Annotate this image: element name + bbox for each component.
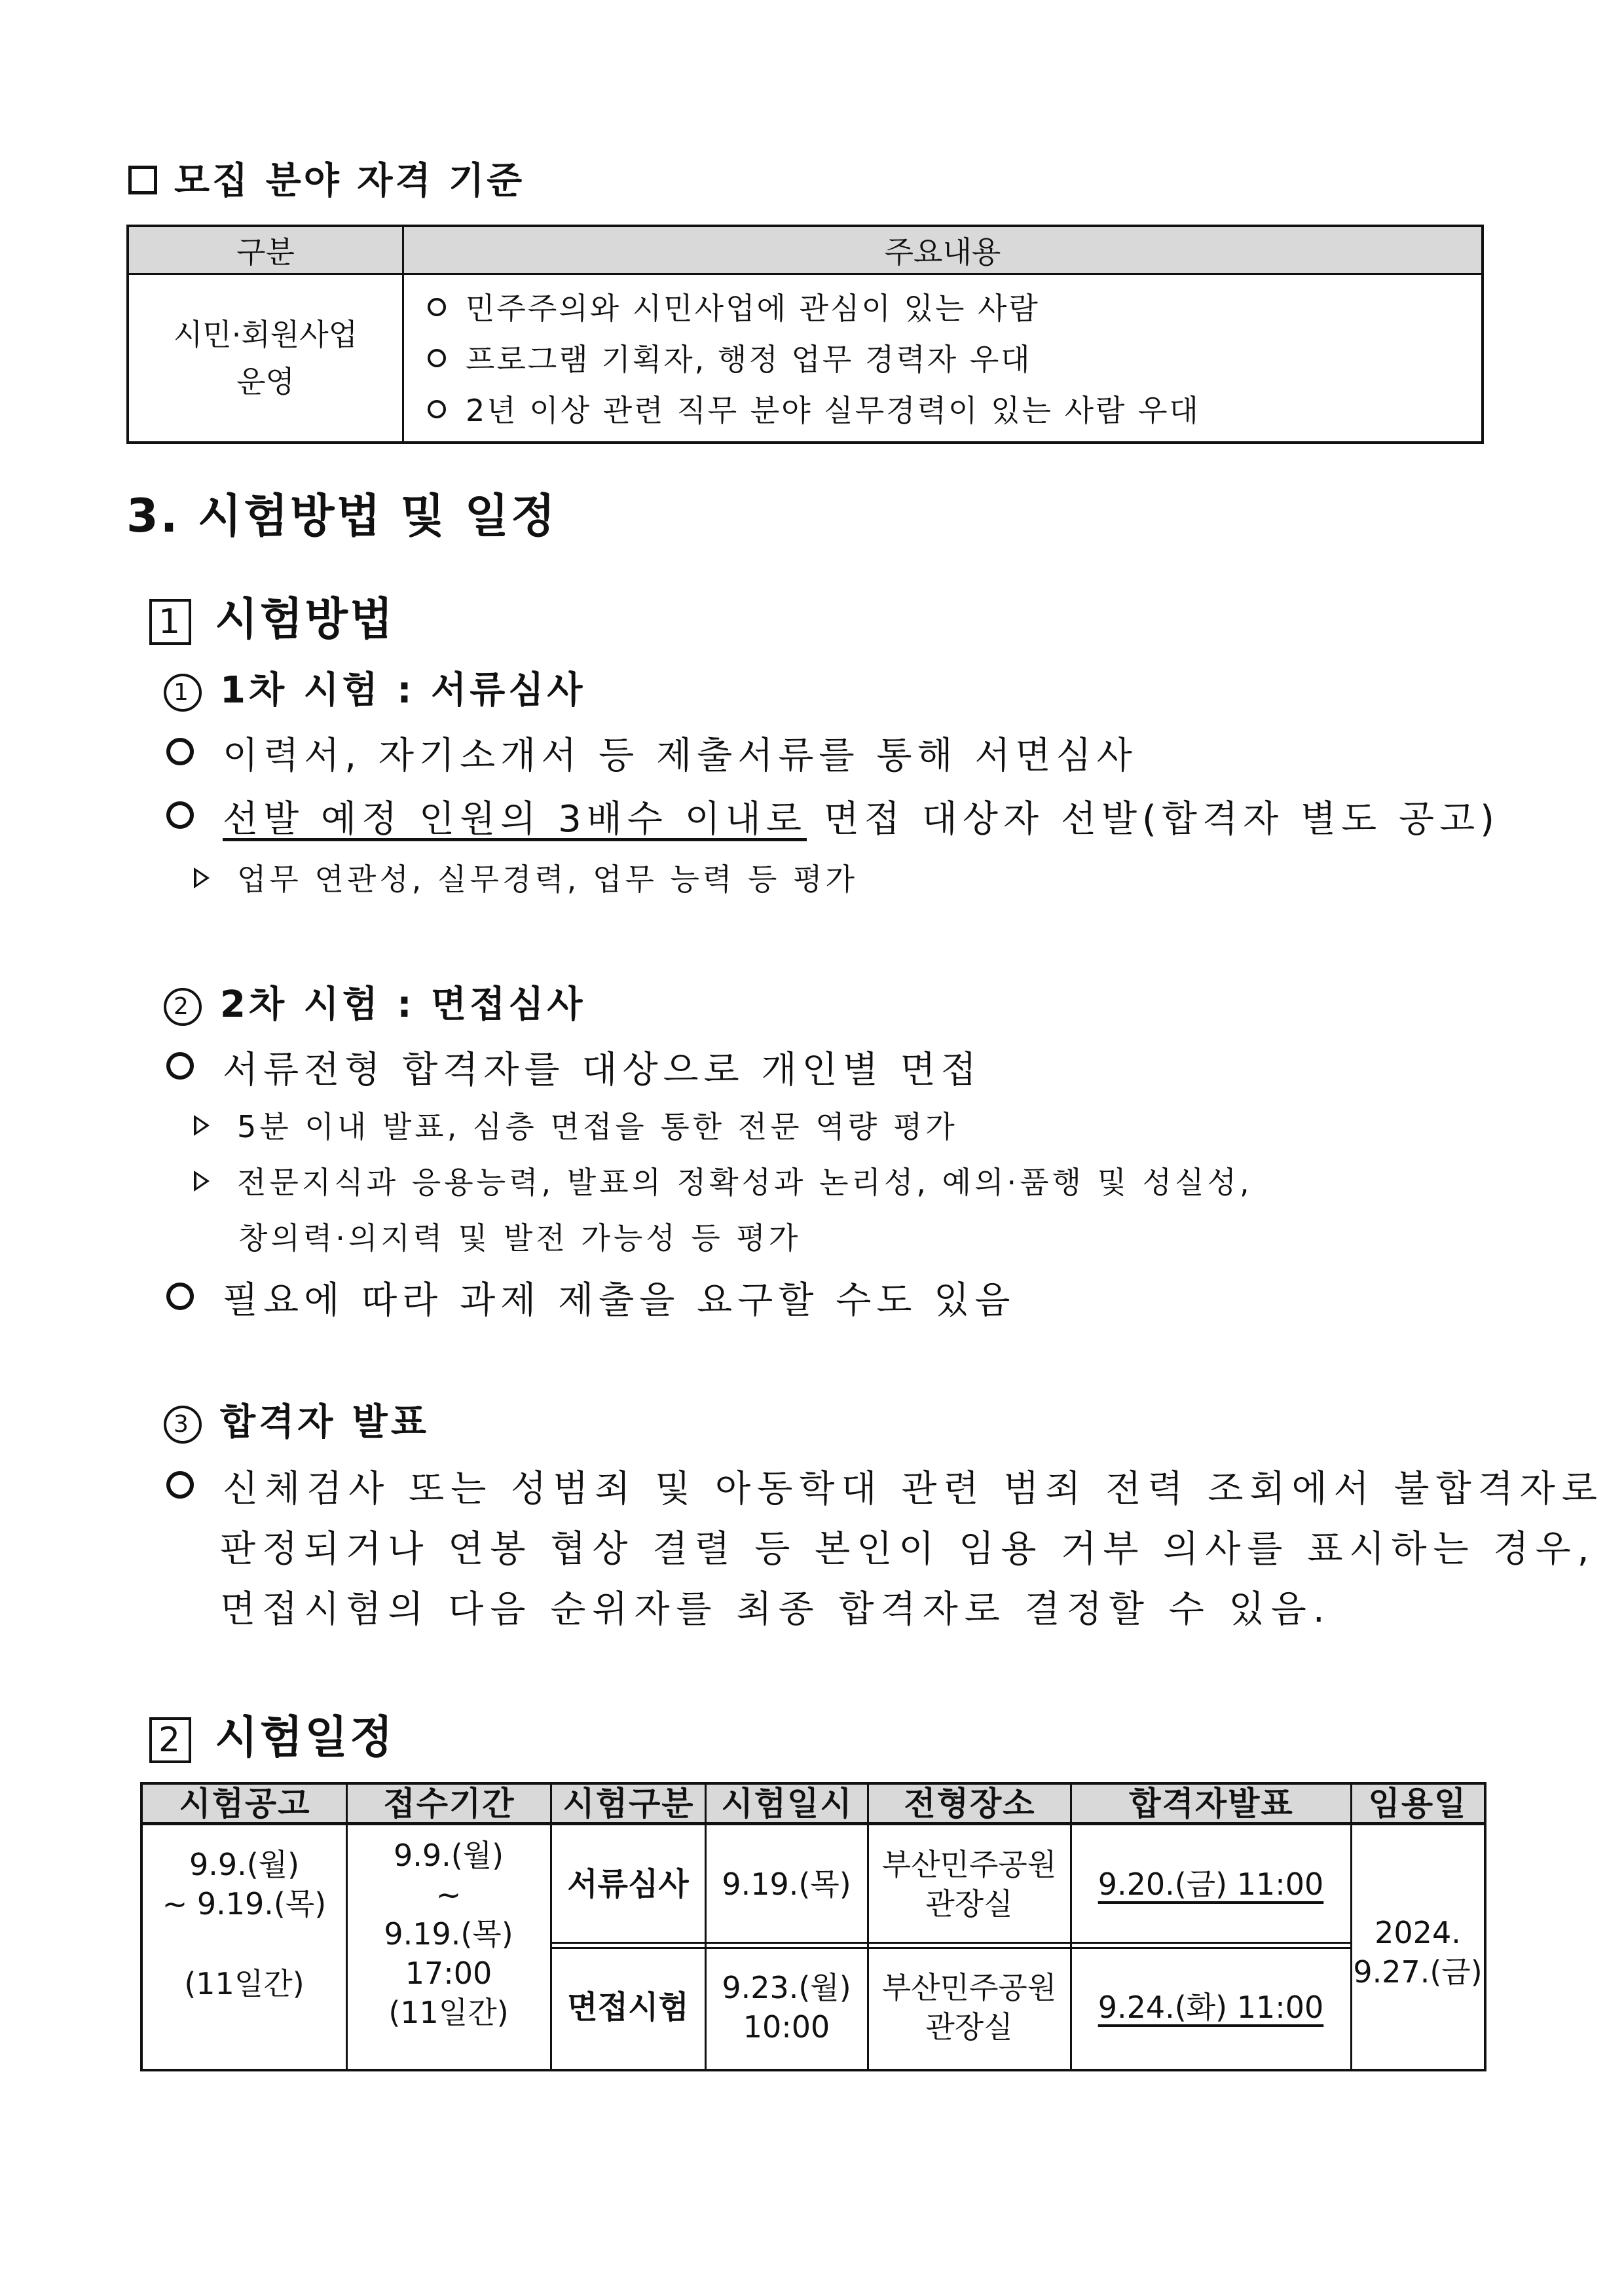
list-item (428, 334, 1481, 385)
triangle-bullet-icon (194, 1115, 210, 1136)
schedule-table (140, 1782, 1486, 2071)
exam-datetime-cell (706, 1968, 867, 2047)
table-header-cell: 전형장소 (868, 1785, 1071, 1825)
circle-bullet-icon (166, 1471, 194, 1499)
circle-bullet-icon (166, 1052, 194, 1080)
item-text: 민주주의와 시민사업에 관심이 있는 사람 (466, 291, 1040, 326)
cell-line: 9.9.(월) (393, 1838, 504, 1873)
list-item (166, 1041, 982, 1093)
circled-number-icon: 1 (164, 674, 202, 712)
item-text: 필요에 따라 과제 제출을 요구할 수도 있음 (223, 1279, 1016, 1322)
method-heading-text: 시험방법 (215, 594, 395, 646)
schedule-heading (149, 1702, 395, 1766)
place-cell (868, 1968, 1070, 2047)
sub-item (194, 1159, 1253, 1202)
item-text: 서류전형 합격자를 대상으로 개인별 면접 (223, 1049, 982, 1091)
number-box: 2 (149, 1717, 191, 1763)
section-title: 3. 시험방법 및 일정 (126, 489, 557, 543)
list-item (166, 1460, 1604, 1512)
item-text: 2년 이상 관련 직무 분야 실무경력이 있는 사람 우대 (466, 393, 1200, 428)
cell-line: 2024. (1375, 1915, 1461, 1950)
circle-bullet-icon (166, 738, 194, 765)
table-header-cell: 접수기간 (347, 1785, 551, 1825)
table-header-content: 주요내용 (403, 226, 1483, 274)
underlined-text: 선발 예정 인원의 3배수 이내로 (223, 798, 807, 841)
row-divider (550, 1942, 1352, 1944)
result-cell (1071, 1865, 1350, 1904)
exam-datetime-cell: 9.19.(목) (722, 1867, 851, 1902)
item-text: 면접 대상자 선발(합격자 별도 공고) (806, 798, 1500, 841)
sub-item-continuation: 창의력·의지력 및 발전 가능성 등 평가 (238, 1220, 802, 1256)
table-header-cell: 시험일시 (706, 1785, 868, 1825)
notice-cell (143, 1845, 346, 2003)
step3-heading-text: 합격자 발표 (220, 1401, 430, 1444)
circle-bullet-icon (166, 801, 194, 829)
application-cell (347, 1836, 550, 2032)
item-continuation: 판정되거나 연봉 협상 결렬 등 본인이 임용 거부 의사를 표시하는 경우, (220, 1528, 1596, 1571)
square-bullet-icon (128, 166, 157, 194)
list-item (166, 1271, 1015, 1324)
cell-line: ~ (435, 1877, 462, 1912)
list-item (428, 283, 1481, 334)
cell-line: (11일간) (388, 1995, 509, 2030)
step1-heading (164, 661, 586, 714)
category-line: 시민·회원사업 (173, 317, 358, 352)
row-divider (550, 1947, 1352, 1949)
item-text: 이력서, 자기소개서 등 제출서류를 통해 서면심사 (223, 735, 1137, 777)
exam-type-cell: 서류심사 (567, 1866, 689, 1903)
exam-type-cell: 면접시험 (567, 1989, 689, 2026)
circle-bullet-icon (428, 298, 446, 316)
table-header-category: 구분 (128, 226, 403, 274)
circle-bullet-icon (428, 400, 446, 418)
sub-item-text: 5분 이내 발표, 심층 면접을 통한 전문 역량 평가 (237, 1109, 958, 1144)
cell-line: 9.27.(금) (1353, 1954, 1483, 1990)
circle-bullet-icon (428, 349, 446, 367)
circled-number-icon: 2 (164, 988, 202, 1026)
cell-line: 9.9.(월) (189, 1847, 300, 1882)
table-header-cell: 임용일 (1352, 1785, 1484, 1825)
sub-item-text: 업무 연관성, 실무경력, 업무 능력 등 평가 (237, 862, 858, 897)
table-header-cell: 시험공고 (143, 1785, 347, 1825)
list-item (166, 790, 1500, 843)
table-row (128, 274, 1483, 443)
cell-line: 부산민주공원 (881, 1970, 1057, 2005)
cell-line: 9.19.(목) (384, 1916, 513, 1952)
sub-item-text: 전문지식과 응용능력, 발표의 정확성과 논리성, 예의·품행 및 성실성, (237, 1165, 1253, 1200)
list-item (428, 385, 1481, 436)
result-date: 9.20.(금) 11:00 (1098, 1867, 1324, 1902)
number-box: 1 (149, 599, 191, 645)
table-header-cell: 합격자발표 (1071, 1785, 1352, 1825)
sub-item (194, 856, 858, 899)
table-header-cell: 시험구분 (551, 1785, 706, 1825)
item-continuation: 면접시험의 다음 순위자를 최종 합격자로 결정할 수 있음. (220, 1588, 1331, 1631)
step3-heading (164, 1393, 430, 1446)
table-header-row (128, 226, 1483, 274)
item-text: 신체검사 또는 성범죄 및 아동학대 관련 범죄 전력 조회에서 불합격자로 (223, 1468, 1604, 1510)
step2-heading-text: 2차 시험 : 면접심사 (220, 983, 586, 1026)
place-cell (868, 1845, 1070, 1923)
result-cell (1071, 1988, 1350, 2027)
list-item (166, 727, 1137, 779)
circled-number-icon: 3 (164, 1406, 202, 1444)
cell-line: 10:00 (743, 2009, 830, 2045)
appointment-cell (1352, 1913, 1484, 1992)
category-line: 운영 (236, 364, 295, 399)
schedule-heading-text: 시험일정 (215, 1712, 395, 1764)
category-cell (128, 274, 403, 443)
cell-line: 9.23.(월) (722, 1970, 851, 2005)
qualification-table (126, 225, 1484, 444)
circle-bullet-icon (166, 1283, 194, 1310)
result-date: 9.24.(화) 11:00 (1098, 1990, 1324, 2025)
method-heading (149, 584, 395, 647)
item-text: 프로그램 기획자, 행정 업무 경력자 우대 (466, 342, 1032, 377)
cell-line: 관장실 (925, 2009, 1013, 2045)
sub-item (194, 1103, 958, 1146)
cell-line: 부산민주공원 (881, 1847, 1057, 1882)
content-cell (403, 274, 1483, 443)
qualification-title-text: 모집 분야 자격 기준 (174, 160, 525, 202)
triangle-bullet-icon (194, 867, 210, 888)
step1-heading-text: 1차 시험 : 서류심사 (220, 669, 586, 712)
cell-line: 관장실 (925, 1886, 1013, 1922)
cell-line: 17:00 (405, 1956, 492, 1991)
cell-line: ~ 9.19.(목) (162, 1886, 327, 1922)
cell-line: (11일간) (184, 1966, 304, 2001)
qualification-title (128, 152, 525, 204)
triangle-bullet-icon (194, 1171, 210, 1192)
step2-heading (164, 975, 586, 1028)
